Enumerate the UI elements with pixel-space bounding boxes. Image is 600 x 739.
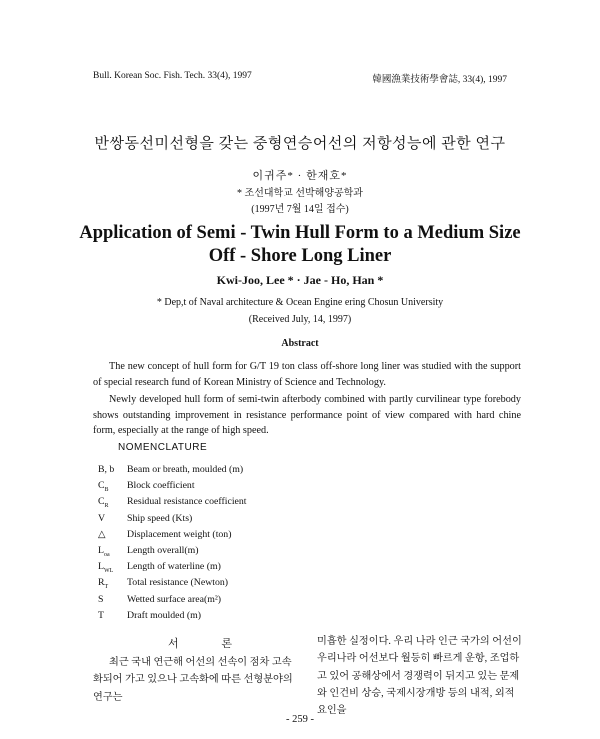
english-title-line-1: Application of Semi - Twin Hull Form to a Medium Size bbox=[79, 223, 521, 243]
abstract-heading: Abstract bbox=[281, 338, 319, 349]
korean-affiliation: * 조선대학교 선박해양공학과 bbox=[237, 188, 363, 199]
nomenclature-description: Ship speed (Kts) bbox=[127, 512, 193, 524]
nomenclature-item bbox=[98, 608, 418, 624]
nomenclature-description: Length of waterline (m) bbox=[127, 561, 221, 573]
korean-received-date: (1997년 7월 14일 접수) bbox=[251, 204, 349, 215]
body-text-right-column: 미흡한 실정이다. 우리 나라 인근 국가의 어선이 우리나라 어선보다 월등히 빠르게 운항, 조업하고 있어 공해상에서 경쟁력이 뒤지고 있는 문제와 인건비 상승, 국제시장개방 등의 내적, 외적요인을 bbox=[317, 636, 522, 717]
nomenclature-item bbox=[98, 592, 418, 608]
section-heading-introduction: 서 론 bbox=[168, 638, 253, 650]
nomenclature-item bbox=[98, 543, 418, 559]
korean-title: 반쌍동선미선형을 갖는 중형연승어선의 저항성능에 관한 연구 bbox=[94, 136, 506, 152]
english-affiliation: * Dep,t of Naval architecture & Ocean Engine ering Chosun University bbox=[156, 297, 444, 308]
english-title bbox=[0, 222, 600, 268]
nomenclature-symbol: △ bbox=[98, 528, 106, 540]
nomenclature-symbol: B, b bbox=[98, 464, 115, 475]
nomenclature-list bbox=[98, 462, 418, 624]
nomenclature-description: Residual resistance coefficient bbox=[127, 496, 247, 508]
nomenclature-description: Beam or breath, moulded (m) bbox=[127, 464, 244, 475]
english-authors: Kwi-Joo, Lee * · Jae - Ho, Han * bbox=[216, 273, 384, 287]
korean-authors: 이귀주* · 한재호* bbox=[252, 170, 348, 182]
nomenclature-symbol: V bbox=[98, 512, 106, 524]
nomenclature-item bbox=[98, 575, 418, 591]
nomenclature-item bbox=[98, 494, 418, 510]
nomenclature-description: Draft moulded (m) bbox=[127, 609, 201, 621]
journal-citation-left: Bull. Korean Soc. Fish. Tech. 33(4), 1997 bbox=[93, 71, 252, 81]
english-title-line-2: Off - Shore Long Liner bbox=[208, 246, 392, 266]
nomenclature-description: Wetted surface area(m²) bbox=[127, 593, 222, 605]
nomenclature-symbol: $L_{WL}$ bbox=[98, 561, 114, 575]
journal-citation-right: 韓國漁業技術學會誌, 33(4), 1997 bbox=[372, 75, 507, 85]
nomenclature-description: Block coefficient bbox=[127, 480, 195, 492]
nomenclature-symbol: $C_R$ bbox=[98, 496, 109, 510]
nomenclature-item bbox=[98, 511, 418, 527]
nomenclature-symbol: T bbox=[98, 609, 104, 621]
nomenclature-symbol: S bbox=[98, 593, 104, 605]
page-number: - 259 - bbox=[286, 714, 314, 725]
nomenclature-description: Length overall(m) bbox=[127, 544, 199, 556]
nomenclature-item bbox=[98, 478, 418, 494]
nomenclature-symbol: $L_{oa}$ bbox=[98, 544, 110, 558]
body-text-left-column: 최근 국내 연근해 어선의 선속이 점차 고속화되어 가고 있으나 고속화에 따른 선형분야의 연구는 bbox=[93, 657, 293, 703]
nomenclature-description: Displacement weight (ton) bbox=[127, 528, 232, 540]
nomenclature-symbol: $C_B$ bbox=[98, 480, 109, 494]
nomenclature-item bbox=[98, 559, 418, 575]
english-received-date: (Received July, 14, 1997) bbox=[248, 314, 352, 325]
abstract-paragraph-1: The new concept of hull form for G/T 19 ton class off-shore long liner was studied with the support of special research fund of Korean Ministry of Science and Technology. bbox=[93, 361, 521, 388]
nomenclature-item bbox=[98, 527, 418, 543]
abstract-paragraph-2: Newly developed hull form of semi-twin afterbody combined with partly curvilinear type forebody shows outstanding improvement in resistance performance point of view compared with hard chine form, especially at the range of high speed. bbox=[93, 394, 521, 436]
nomenclature-description: Total resistance (Newton) bbox=[127, 577, 229, 589]
nomenclature-symbol: $R_T$ bbox=[98, 577, 109, 591]
nomenclature-heading: NOMENCLATURE bbox=[118, 442, 208, 453]
nomenclature-item bbox=[98, 462, 418, 478]
